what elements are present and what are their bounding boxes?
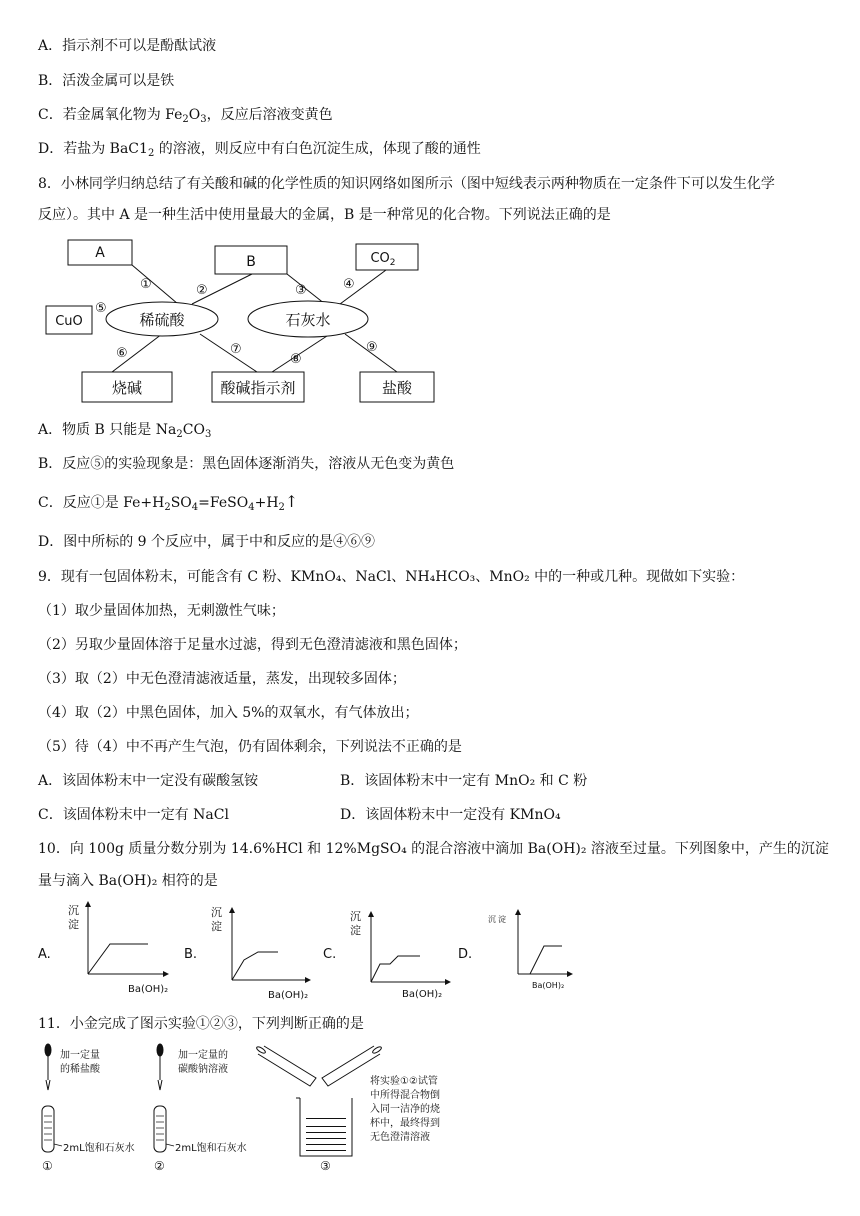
q9-step-1: （1）取少量固体加热，无刺激性气味；: [38, 603, 285, 619]
q7-option-c: C．若金属氧化物为 $Fe_2O_3$，反应后溶液变黄色: [38, 107, 333, 125]
q7-option-b: B．活泼金属可以是铁: [38, 73, 175, 89]
q9-step-3: （3）取（2）中无色澄清滤液适量，蒸发，出现较多固体；: [38, 671, 406, 687]
reaction-num-4: ④: [343, 277, 355, 292]
q9-step-2: （2）另取少量固体溶于足量水过滤，得到无色澄清滤液和黑色固体；: [38, 637, 467, 653]
q10-stem-line1: 10．向 100g 质量分数分别为 14.6%HCl 和 12%MgSO₄ 的混合溶液中滴加 Ba(OH)₂ 溶液至过量。下列图象中，产生的沉淀: [38, 841, 829, 857]
exp1-label-line2: 的稀盐酸: [60, 1064, 100, 1075]
q9-option-a: A．该固体粉末中一定没有碳酸氢铵: [38, 773, 259, 789]
q9-option-b: B．该固体粉末中一定有 MnO₂ 和 C 粉: [340, 773, 588, 789]
reaction-num-7: ⑦: [230, 342, 242, 357]
graph-option-c-letter: C.: [323, 947, 337, 962]
box-a-label: A: [95, 245, 105, 261]
graph-a-xlabel: Ba(OH)₂: [128, 984, 169, 995]
box-acid-base-indicator: 酸碱指示剂: [220, 379, 296, 397]
q8-reaction-network-diagram: [40, 236, 480, 406]
graph-d-xlabel: Ba(OH)₂: [532, 981, 565, 990]
q8-option-d: D．图中所标的 9 个反应中，属于中和反应的是④⑥⑨: [38, 534, 376, 550]
exp3-text-line1: 将实验①②试管: [370, 1076, 438, 1087]
reaction-num-3: ③: [295, 283, 307, 298]
graph-c-xlabel: Ba(OH)₂: [402, 989, 443, 1000]
exp2-bottom-label: 2mL饱和石灰水: [175, 1143, 247, 1154]
q8-option-c: C．反应①是 $Fe+H_2SO_4=FeSO_4+H_2↑$: [38, 492, 299, 513]
graph-c-ylabel-1: 沉: [350, 910, 361, 923]
graph-option-a-letter: A.: [38, 947, 51, 962]
reaction-num-2: ②: [196, 283, 208, 298]
exp3-text-line3: 入同一洁净的烧: [370, 1104, 440, 1115]
box-co2-label: $CO_2$: [370, 251, 396, 268]
ellipse-limewater: 石灰水: [285, 311, 331, 329]
exp2-number: ②: [154, 1159, 165, 1173]
q8-option-a: A．物质 B 只能是 $Na_2CO_3$: [38, 422, 212, 440]
q11-stem: 11．小金完成了图示实验①②③，下列判断正确的是: [38, 1016, 364, 1032]
q11-experiment-figure: [38, 1040, 478, 1175]
box-hydrochloric-acid: 盐酸: [381, 379, 413, 397]
q8-stem-line2: 反应）。其中 A 是一种生活中使用量最大的金属，B 是一种常见的化合物。下列说法正确的是: [38, 207, 611, 223]
q10-graph-options: [38, 900, 578, 1005]
graph-b-ylabel-1: 沉: [211, 906, 222, 919]
ellipse-dilute-sulfuric-acid: 稀硫酸: [139, 311, 185, 329]
reaction-num-9: ⑨: [366, 340, 378, 355]
reaction-num-8: ⑧: [290, 352, 302, 367]
exp1-bottom-label: 2mL饱和石灰水: [63, 1143, 135, 1154]
q9-option-c: C．该固体粉末中一定有 NaCl: [38, 807, 229, 823]
reaction-num-1: ①: [140, 277, 152, 292]
exp3-text-line2: 中所得混合物倒: [370, 1090, 440, 1101]
q8-stem-line1: 8．小林同学归纳总结了有关酸和碱的化学性质的知识网络如图所示（图中短线表示两种物质在一定条件下可以发生化学: [38, 176, 775, 192]
exp2-label-line1: 加一定量的: [178, 1050, 228, 1061]
exp3-text-line5: 无色澄清溶液: [370, 1132, 430, 1143]
graph-b-xlabel: Ba(OH)₂: [268, 990, 309, 1001]
q7-option-a: A．指示剂不可以是酚酞试液: [38, 38, 217, 54]
box-cuo-label: CuO: [55, 314, 83, 329]
graph-option-d-letter: D.: [458, 947, 473, 962]
exp2-label-line2: 碳酸钠溶液: [178, 1064, 228, 1075]
q9-stem: 9．现有一包固体粉末，可能含有 C 粉、KMnO₄、NaCl、NH₄HCO₃、MnO₂ 中的一种或几种。现做如下实验：: [38, 569, 745, 585]
graph-b-ylabel-2: 淀: [211, 920, 222, 933]
exp1-number: ①: [42, 1159, 53, 1173]
box-b-label: B: [246, 254, 256, 270]
q9-step-5: （5）待（4）中不再产生气泡，仍有固体剩余，下列说法不正确的是: [38, 739, 462, 755]
exp3-number: ③: [320, 1159, 331, 1173]
q8-option-b: B．反应⑤的实验现象是：黑色固体逐渐消失，溶液从无色变为黄色: [38, 456, 455, 472]
reaction-num-5: ⑤: [95, 301, 107, 316]
graph-a-ylabel-1: 沉: [68, 904, 79, 917]
q7-option-d: D．若盐为 $BaC1_2$ 的溶液，则反应中有白色沉淀生成，体现了酸的通性: [38, 141, 481, 159]
box-caustic-soda: 烧碱: [111, 379, 143, 397]
exp1-label-line1: 加一定量: [60, 1050, 100, 1061]
graph-a-ylabel-2: 淀: [68, 918, 79, 931]
q10-stem-line2: 量与滴入 Ba(OH)₂ 相符的是: [38, 873, 218, 889]
exp3-text-line4: 杯中，最终得到: [370, 1118, 440, 1129]
q9-step-4: （4）取（2）中黑色固体，加入 5%的双氧水，有气体放出；: [38, 705, 419, 721]
graph-d-ylabel-2: 淀: [498, 915, 506, 924]
reaction-num-6: ⑥: [116, 346, 128, 361]
graph-option-b-letter: B.: [184, 947, 198, 962]
q9-option-d: D．该固体粉末中一定没有 KMnO₄: [340, 807, 561, 823]
graph-c-ylabel-2: 淀: [350, 924, 361, 937]
graph-d-ylabel-1: 沉: [488, 915, 496, 924]
